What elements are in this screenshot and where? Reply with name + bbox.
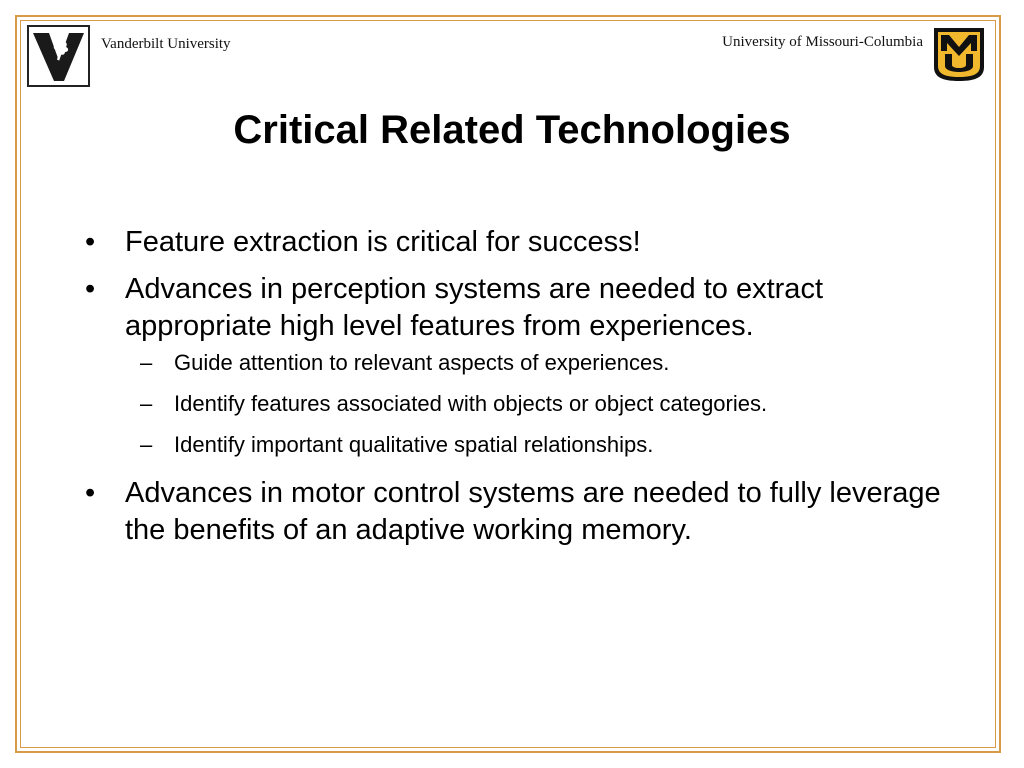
bullet-item	[85, 224, 965, 261]
sub-bullet-marker: –	[140, 391, 153, 416]
header-right-text: University of Missouri-Columbia	[722, 34, 923, 50]
bullet-item	[85, 271, 965, 345]
sub-bullet-text: Identify important qualitative spatial relationships.	[174, 432, 654, 457]
bullet-marker: •	[85, 477, 96, 509]
sub-bullet-marker: –	[140, 350, 153, 375]
header-left-text: Vanderbilt University	[101, 36, 231, 52]
vanderbilt-logo	[27, 25, 90, 87]
bullet-text: Advances in motor control systems are needed to fully leverage the benefits of an adaptive working memory.	[125, 477, 941, 546]
mizzou-logo	[931, 25, 987, 83]
bullet-marker: •	[85, 273, 96, 305]
bullet-item	[85, 475, 965, 549]
vanderbilt-v-oak-leaf-icon	[29, 27, 88, 85]
slide-title: Critical Related Technologies	[233, 108, 791, 152]
bullet-text: Feature extraction is critical for success!	[125, 226, 641, 258]
sub-bullet-marker: –	[140, 432, 153, 457]
bullet-list	[85, 224, 965, 559]
bullet-marker: •	[85, 226, 96, 258]
bullet-text: Advances in perception systems are needed to extract appropriate high level features from experiences.	[125, 273, 823, 342]
sub-bullet-item	[85, 431, 965, 459]
sub-bullet-text: Guide attention to relevant aspects of experiences.	[174, 350, 670, 375]
sub-bullet-text: Identify features associated with objects or object categories.	[174, 391, 768, 416]
sub-bullet-item	[85, 349, 965, 377]
sub-bullet-item	[85, 390, 965, 418]
mizzou-mu-icon	[931, 25, 987, 83]
